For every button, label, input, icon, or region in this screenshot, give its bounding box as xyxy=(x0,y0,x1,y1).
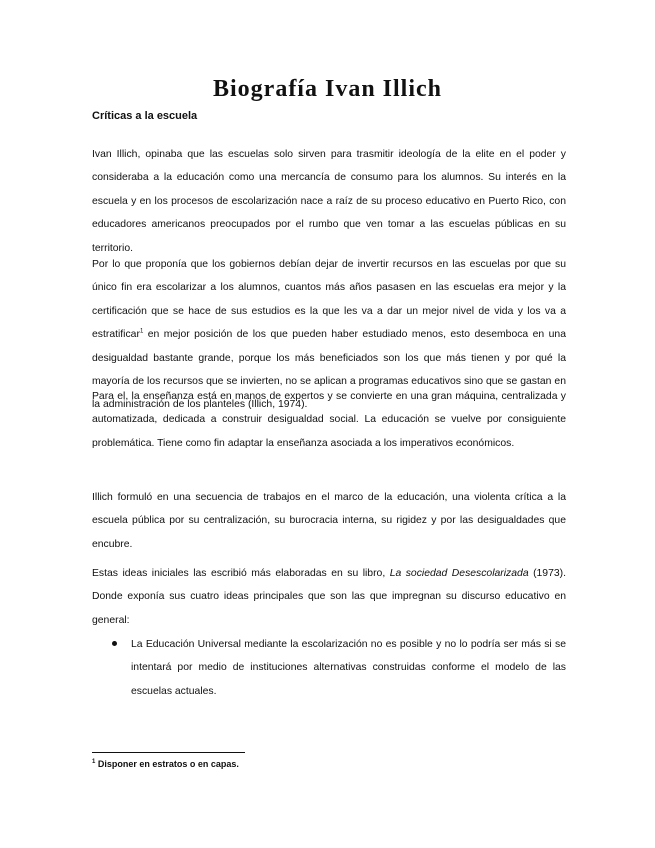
bullet-list-item xyxy=(92,633,566,703)
book-title: La sociedad Desescolarizada xyxy=(389,568,529,579)
paragraph-2-text-a: Por lo que proponía que los gobiernos debían dejar de invertir recursos en las escuelas por que su único fin era escolarizar a los alumnos, cuantos más años pasasen en las escuelas era mejor y la certificación que se hace de sus estudios es la que les va a dar un mejor nivel de vida y los va a estratificar xyxy=(92,259,566,341)
footnote-divider xyxy=(92,752,245,753)
section-heading: Críticas a la escuela xyxy=(92,110,198,122)
paragraph-3: Para el, la enseñanza está en manos de expertos y se convierte en una gran máquina, centralizada y automatizada, dedicada a construir desigualdad social. La educación se vuelve por consiguiente problemática. Tiene como fin adaptar la enseñanza asociada a los imperativos económicos. xyxy=(92,391,566,449)
footnote xyxy=(92,759,239,769)
paragraph-5-text-b: (1973). Donde exponía sus cuatro ideas principales que son las que impregnan su discurso educativo en general: xyxy=(92,568,566,626)
paragraph-4: Illich formuló en una secuencia de trabajos en el marco de la educación, una violenta crítica a la escuela pública por su centralización, su burocracia interna, su rigidez y por las desigualdades que encubre. xyxy=(92,492,566,550)
paragraph-5 xyxy=(92,562,566,632)
document-title: Biografía Ivan Illich xyxy=(212,76,443,102)
bullet-icon xyxy=(112,641,117,646)
footnote-number: 1 xyxy=(92,759,96,765)
paragraph-5-text-a: Estas ideas iniciales las escribió más elaboradas en su libro, xyxy=(92,568,390,579)
footnote-reference[interactable]: 1 xyxy=(139,328,144,335)
bullet-text: La Educación Universal mediante la escolarización no es posible y no lo podría ser más si se intentará por medio de instituciones alternativas construidas conforme el modelo de las escuelas actuales. xyxy=(131,639,566,697)
footnote-text: Disponer en estratos o en capas. xyxy=(95,759,239,769)
paragraph-1: Ivan Illich, opinaba que las escuelas solo sirven para trasmitir ideología de la elite en el poder y consideraba a la educación como una mercancía de consumo para los alumnos. Su interés en la escuela y en los procesos de escolarización nace a raíz de su proceso educativo en Puerto Rico, con educadores americanos preocupados por el rumbo que ven tomar a las escuelas públicas en su territorio. xyxy=(92,149,566,254)
paragraph-2-text-b: en mejor posición de los que pueden haber estudiado menos, esto desemboca en una desigualdad bastante grande, porque los más beneficiados son los que más tienen y por qué la mayoría de los recursos que se invierten, no se aplican a programas educativos sino que se gastan en la administración de los planteles (Illich, 1974). xyxy=(92,329,566,411)
